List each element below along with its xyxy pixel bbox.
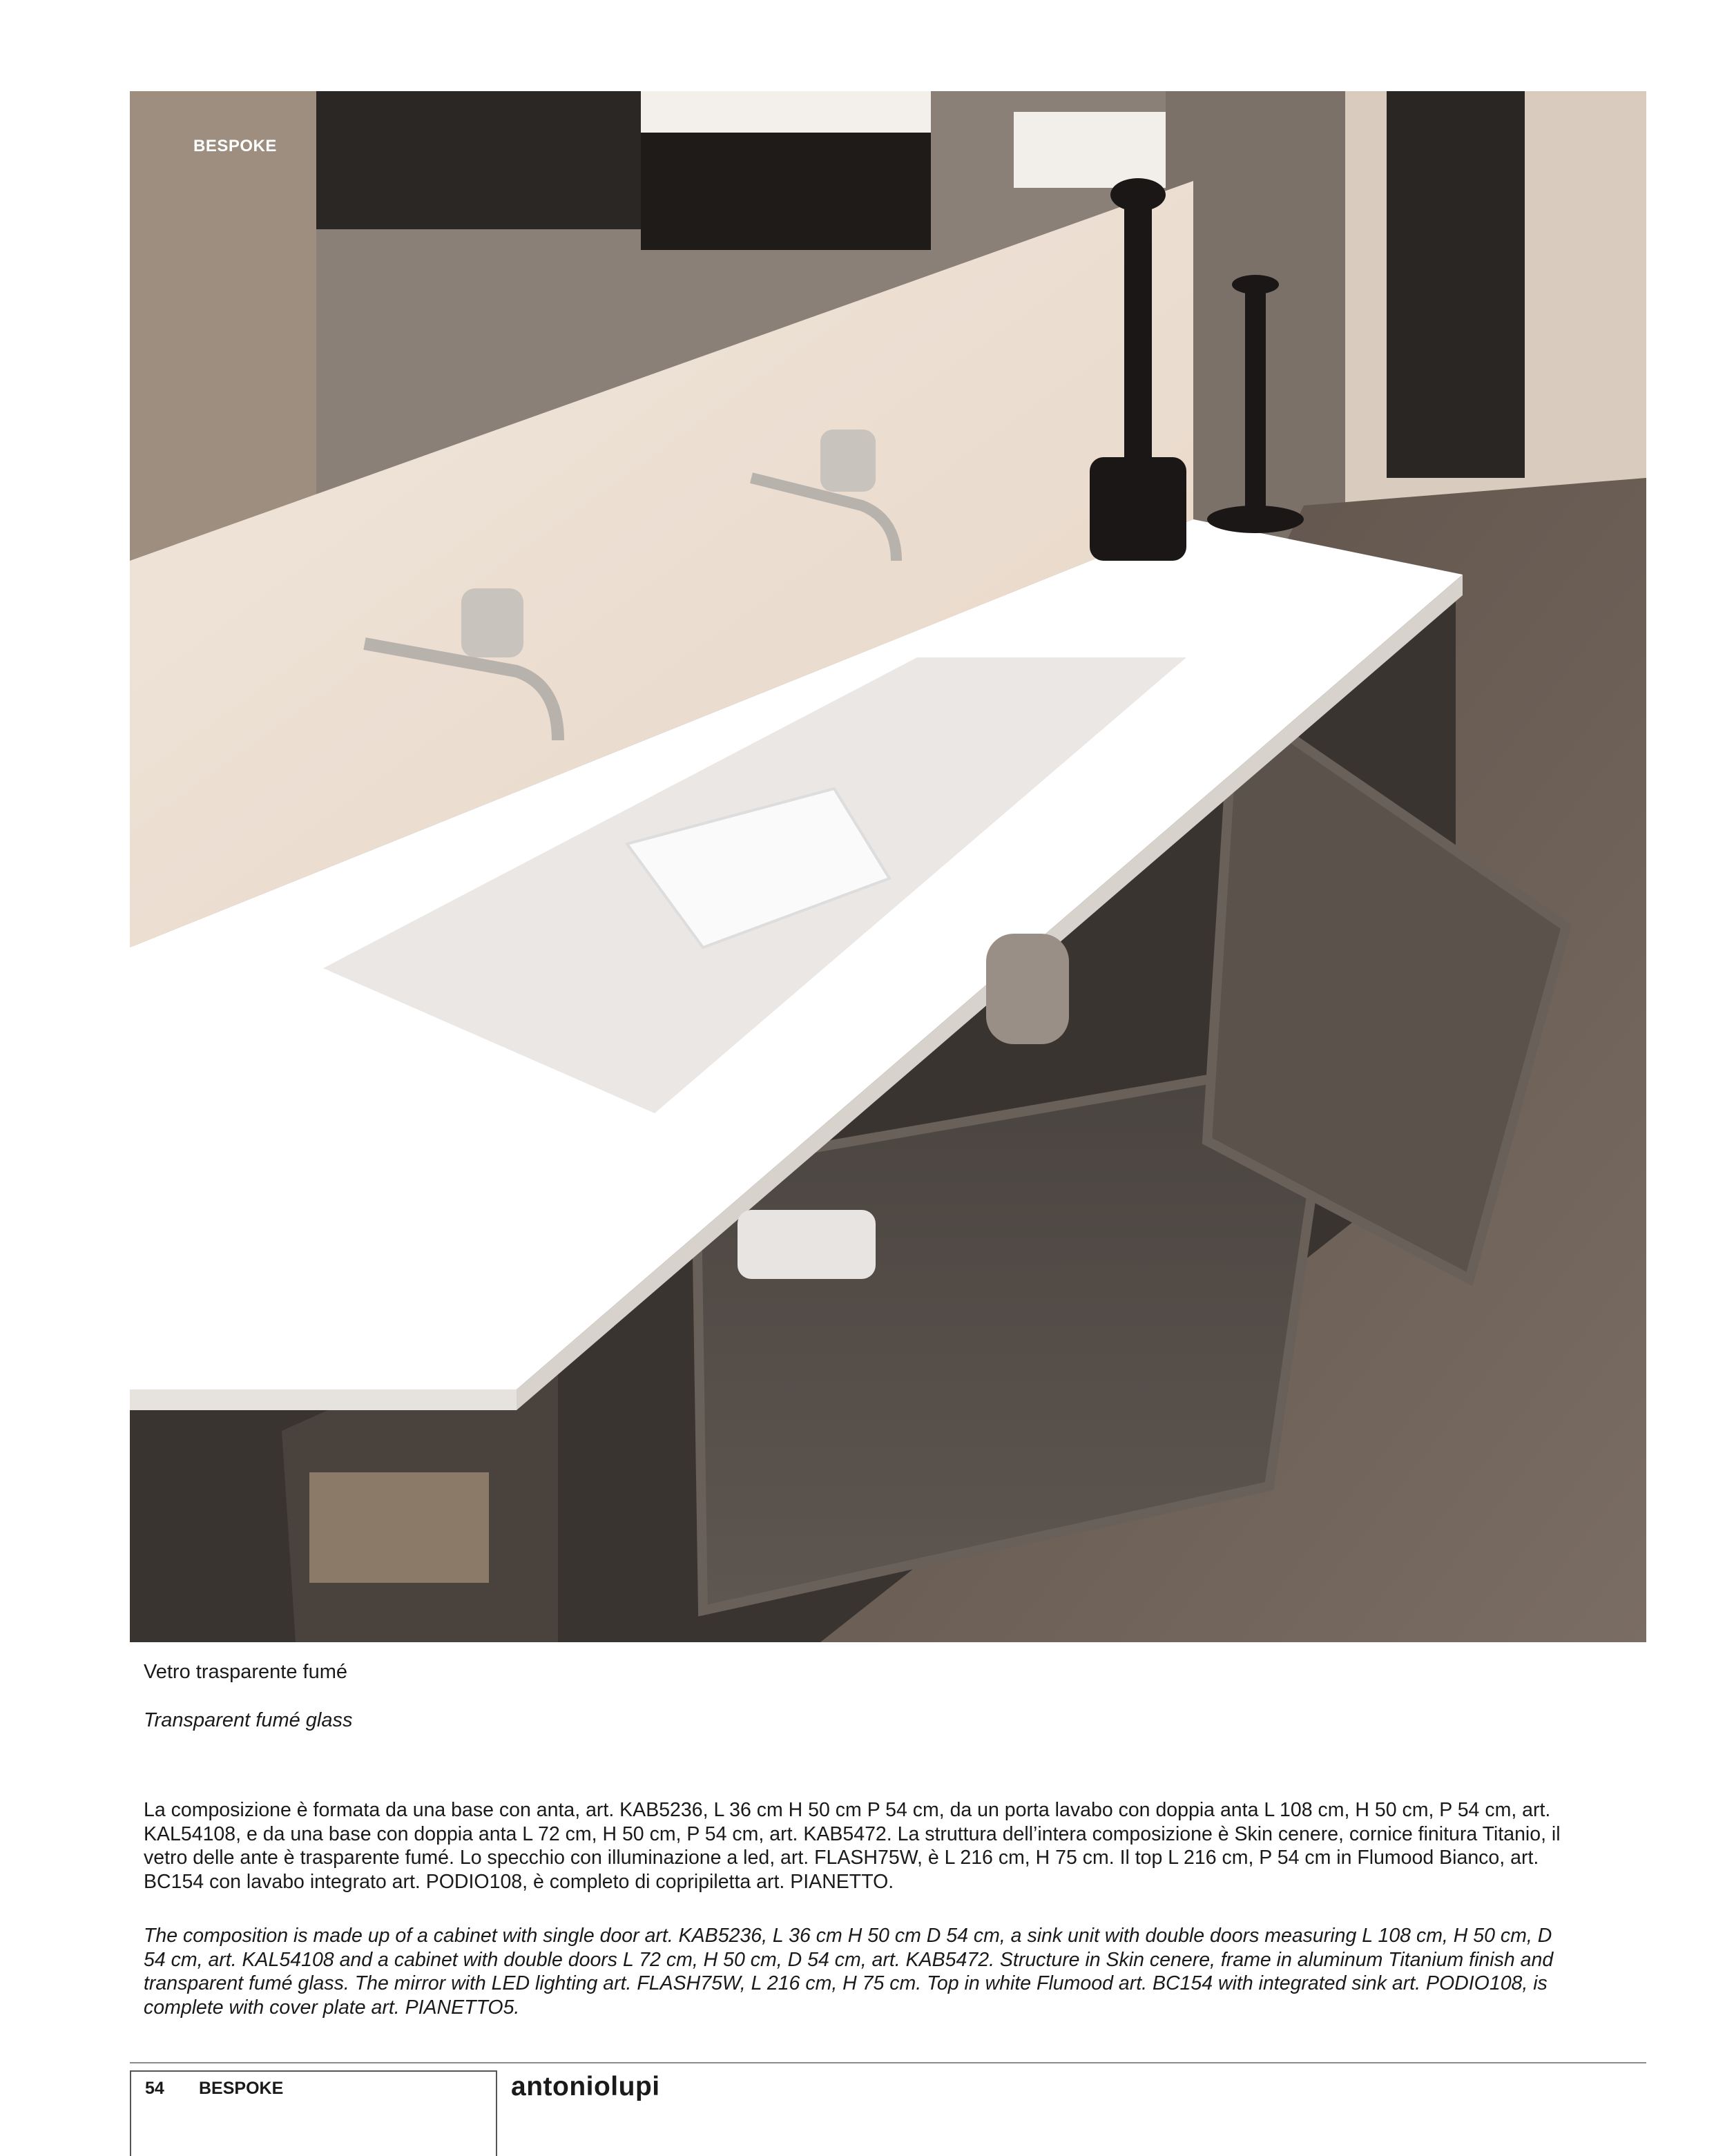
description-english: The composition is made up of a cabinet with single door art. KAB5236, L 36 cm H 50 cm D 54 cm, a sink unit with double doors measuring L 108 cm, H 50 cm, D 54 cm, art. KAL54108 and a cabinet with double doors L 72 cm, H 50 cm, D 54 cm, art. KAB5472. Structure in Skin cenere, frame in aluminum Titanium finish and transparent fumé glass. The mirror with LED lighting art. FLASH75W, L 216 cm, H 75 cm. Top in white Flumood art. BC154 with integrated sink art. PODIO108, is complete with cover plate art. PIANETTO5. [144, 1925, 1554, 2019]
footer-box [130, 2070, 497, 2156]
caption-italian: Vetro trasparente fumé [144, 1661, 347, 1683]
footer-section-label: BESPOKE [199, 2079, 284, 2098]
product-photo [130, 91, 1646, 1642]
description-italian: La composizione è formata da una base con anta, art. KAB5236, L 36 cm H 50 cm P 54 cm, da un porta lavabo con doppia anta L 108 cm, H 50 cm, P 54 cm, art. KAL54108, e da una base con doppia anta L 72 cm, H 50 cm, P 54 cm, art. KAB5472. La struttura dell’intera composizione è Skin cenere, cornice finitura Titanio, il vetro delle ante è trasparente fumé. Lo specchio con illuminazione a led, art. FLASH75W, è L 216 cm, H 75 cm. Il top L 216 cm, P 54 cm in Flumood Bianco, art. BC154 con lavabo integrato art. PODIO108, è completo di copripiletta art. PIANETTO. [144, 1799, 1561, 1893]
bathroom-vanity-illustration [130, 91, 1646, 1642]
caption-english: Transparent fumé glass [144, 1709, 353, 1731]
footer-divider [130, 2062, 1646, 2063]
page-number: 54 [145, 2079, 164, 2098]
section-tag: BESPOKE [193, 137, 277, 155]
brand-logo: antoniolupi [511, 2072, 660, 2101]
